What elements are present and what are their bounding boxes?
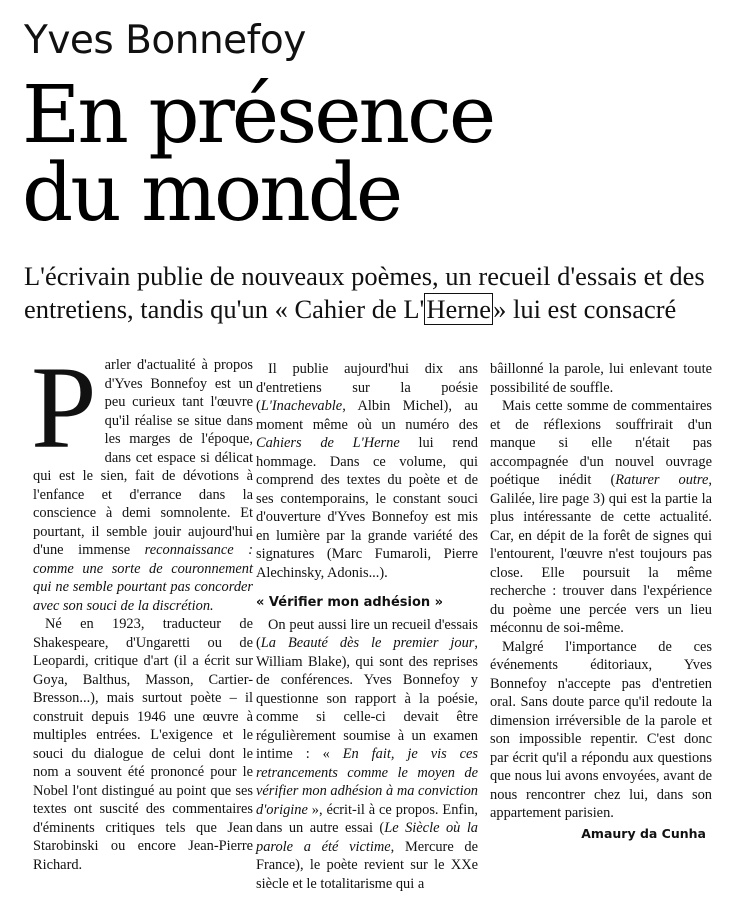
deck-line-2-end: » lui est consacré — [493, 294, 677, 324]
article-column-2 — [256, 360, 478, 893]
paragraph: bâillonné la parole, lui enlevant toute possibilité de souffle. — [490, 361, 712, 396]
text: lui rend hommage. Dans ce volume, qui comprend des textes du poète et de ses contemporains, le constant souci d'ouverture d'Yves Bonnefoy est mis en lumière par la grande variété des signatures (Marc Fumaroli, Pierre Alechinsky, Adonis...). — [256, 435, 478, 581]
quote: En fait, je vis ces retrancements comme le moyen de vérifier mon adhésion à ma conviction d'origine — [256, 746, 478, 818]
author-signature: Amaury da Cunha — [581, 825, 706, 841]
article-headline — [22, 68, 494, 239]
text: , William Blake), qui sont des reprises de conférences. Yves Bonnefoy y questionne son rapport à la poésie, comme si celle-ci devait être régulièrement soumise à un examen intime : « — [256, 635, 478, 762]
paragraph — [256, 360, 478, 582]
paragraph — [31, 342, 253, 615]
drop-cap: P — [31, 342, 97, 473]
paragraph-italic: reconnaissance : comme une sorte de couronnement qui ne semble pourtant pas concorder avec son souci de la discrétion. — [33, 542, 253, 614]
text: On peut aussi lire un recueil d'essais ( — [256, 616, 478, 651]
deck-line-1: L'écrivain publie de nouveaux poèmes, un recueil d'essais et des — [24, 261, 705, 291]
text: », écrit-il à ce propos. Enfin, dans un autre essai ( — [256, 801, 478, 836]
text: , Albin Michel), au moment même où un numéro des — [256, 398, 478, 433]
book-title: L'Inachevable — [260, 398, 343, 414]
text: , Galilée, lire page 3) qui est la partie la plus intéressante de cette actualité. Car, en dépit de la forêt de signes qui l'entourent, l'œuvre n'est toujours pas close. Elle poursuit la même recherche : trouver dans l'expérience du poème une percée vers un lieu méconnu de soi-même. — [490, 472, 712, 636]
paragraph — [490, 397, 712, 638]
paragraph — [256, 616, 478, 894]
section-subhead: « Vérifier mon adhésion » — [256, 595, 444, 610]
text: Mais cette somme de commentaires et de réflexions souffrirait d'un manque si elle n'était pas accompagnée d'un nouvel ouvrage poétique inédit ( — [490, 398, 712, 488]
text: , Mercure de France), le poète revient sur le XXe siècle et le totalitarisme qui a — [256, 838, 478, 892]
book-title: La Beauté dès le premier jour — [260, 635, 475, 651]
book-title: Raturer outre — [615, 472, 709, 488]
article-kicker: Yves Bonnefoy — [24, 18, 306, 63]
deck-line-2 — [24, 293, 724, 326]
headline-line-1: En présence — [22, 68, 494, 161]
book-title: Cahiers de L'Herne — [256, 435, 400, 451]
article-column-3 — [490, 360, 712, 843]
text: Il publie aujourd'hui dix ans d'entretiens sur la poésie ( — [256, 361, 478, 414]
paragraph: Malgré l'importance de ces événements éditoriaux, Yves Bonnefoy n'accepte pas d'entretien oral. Sans doute parce qu'il redoute la dimension irréversible de la parole et son impossible repentir. C'est donc par écrit qu'il a répondu aux questions que nous lui avons envoyées, avant de nous rencontrer chez lui, dans son appartement parisien. — [490, 638, 712, 821]
article-deck — [24, 260, 724, 326]
paragraph-text: arler d'actualité à propos d'Yves Bonnefoy est un peu curieux tant l'œuvre qu'il réalise se situe dans les marges de l'époque, dans cet espace si délicat qui est le sien, fait de dévotions à l'enfance et d'errance dans la conscience à demi somnolente. Et pourtant, il semble jouir aujourd'hui d'une immense — [33, 357, 253, 558]
book-title: Le Siècle où la parole a été victime — [256, 820, 479, 855]
deck-line-2-start: entretiens, tandis qu'un « Cahier de L' — [24, 294, 425, 324]
paragraph: Né en 1923, traducteur de Shakespeare, d'Ungaretti ou de Leopardi, critique d'art (il a écrit sur Goya, Balthus, Masson, Cartier-Bresson...), mais surtout poète – il construit depuis 1946 une œuvre à multiples entrées. L'exigence et le souci du dialogue de celui dont le nom a souvent été prononcé pour le Nobel l'ont distingué au point que ses textes ont suscité des commentaires d'éminents critiques tels que Jean Starobinski ou encore Jean-Pierre Richard. — [33, 616, 253, 873]
article-column-1 — [31, 342, 253, 874]
herne-boxed-word: Herne — [426, 294, 492, 324]
headline-line-2: du monde — [22, 146, 401, 239]
